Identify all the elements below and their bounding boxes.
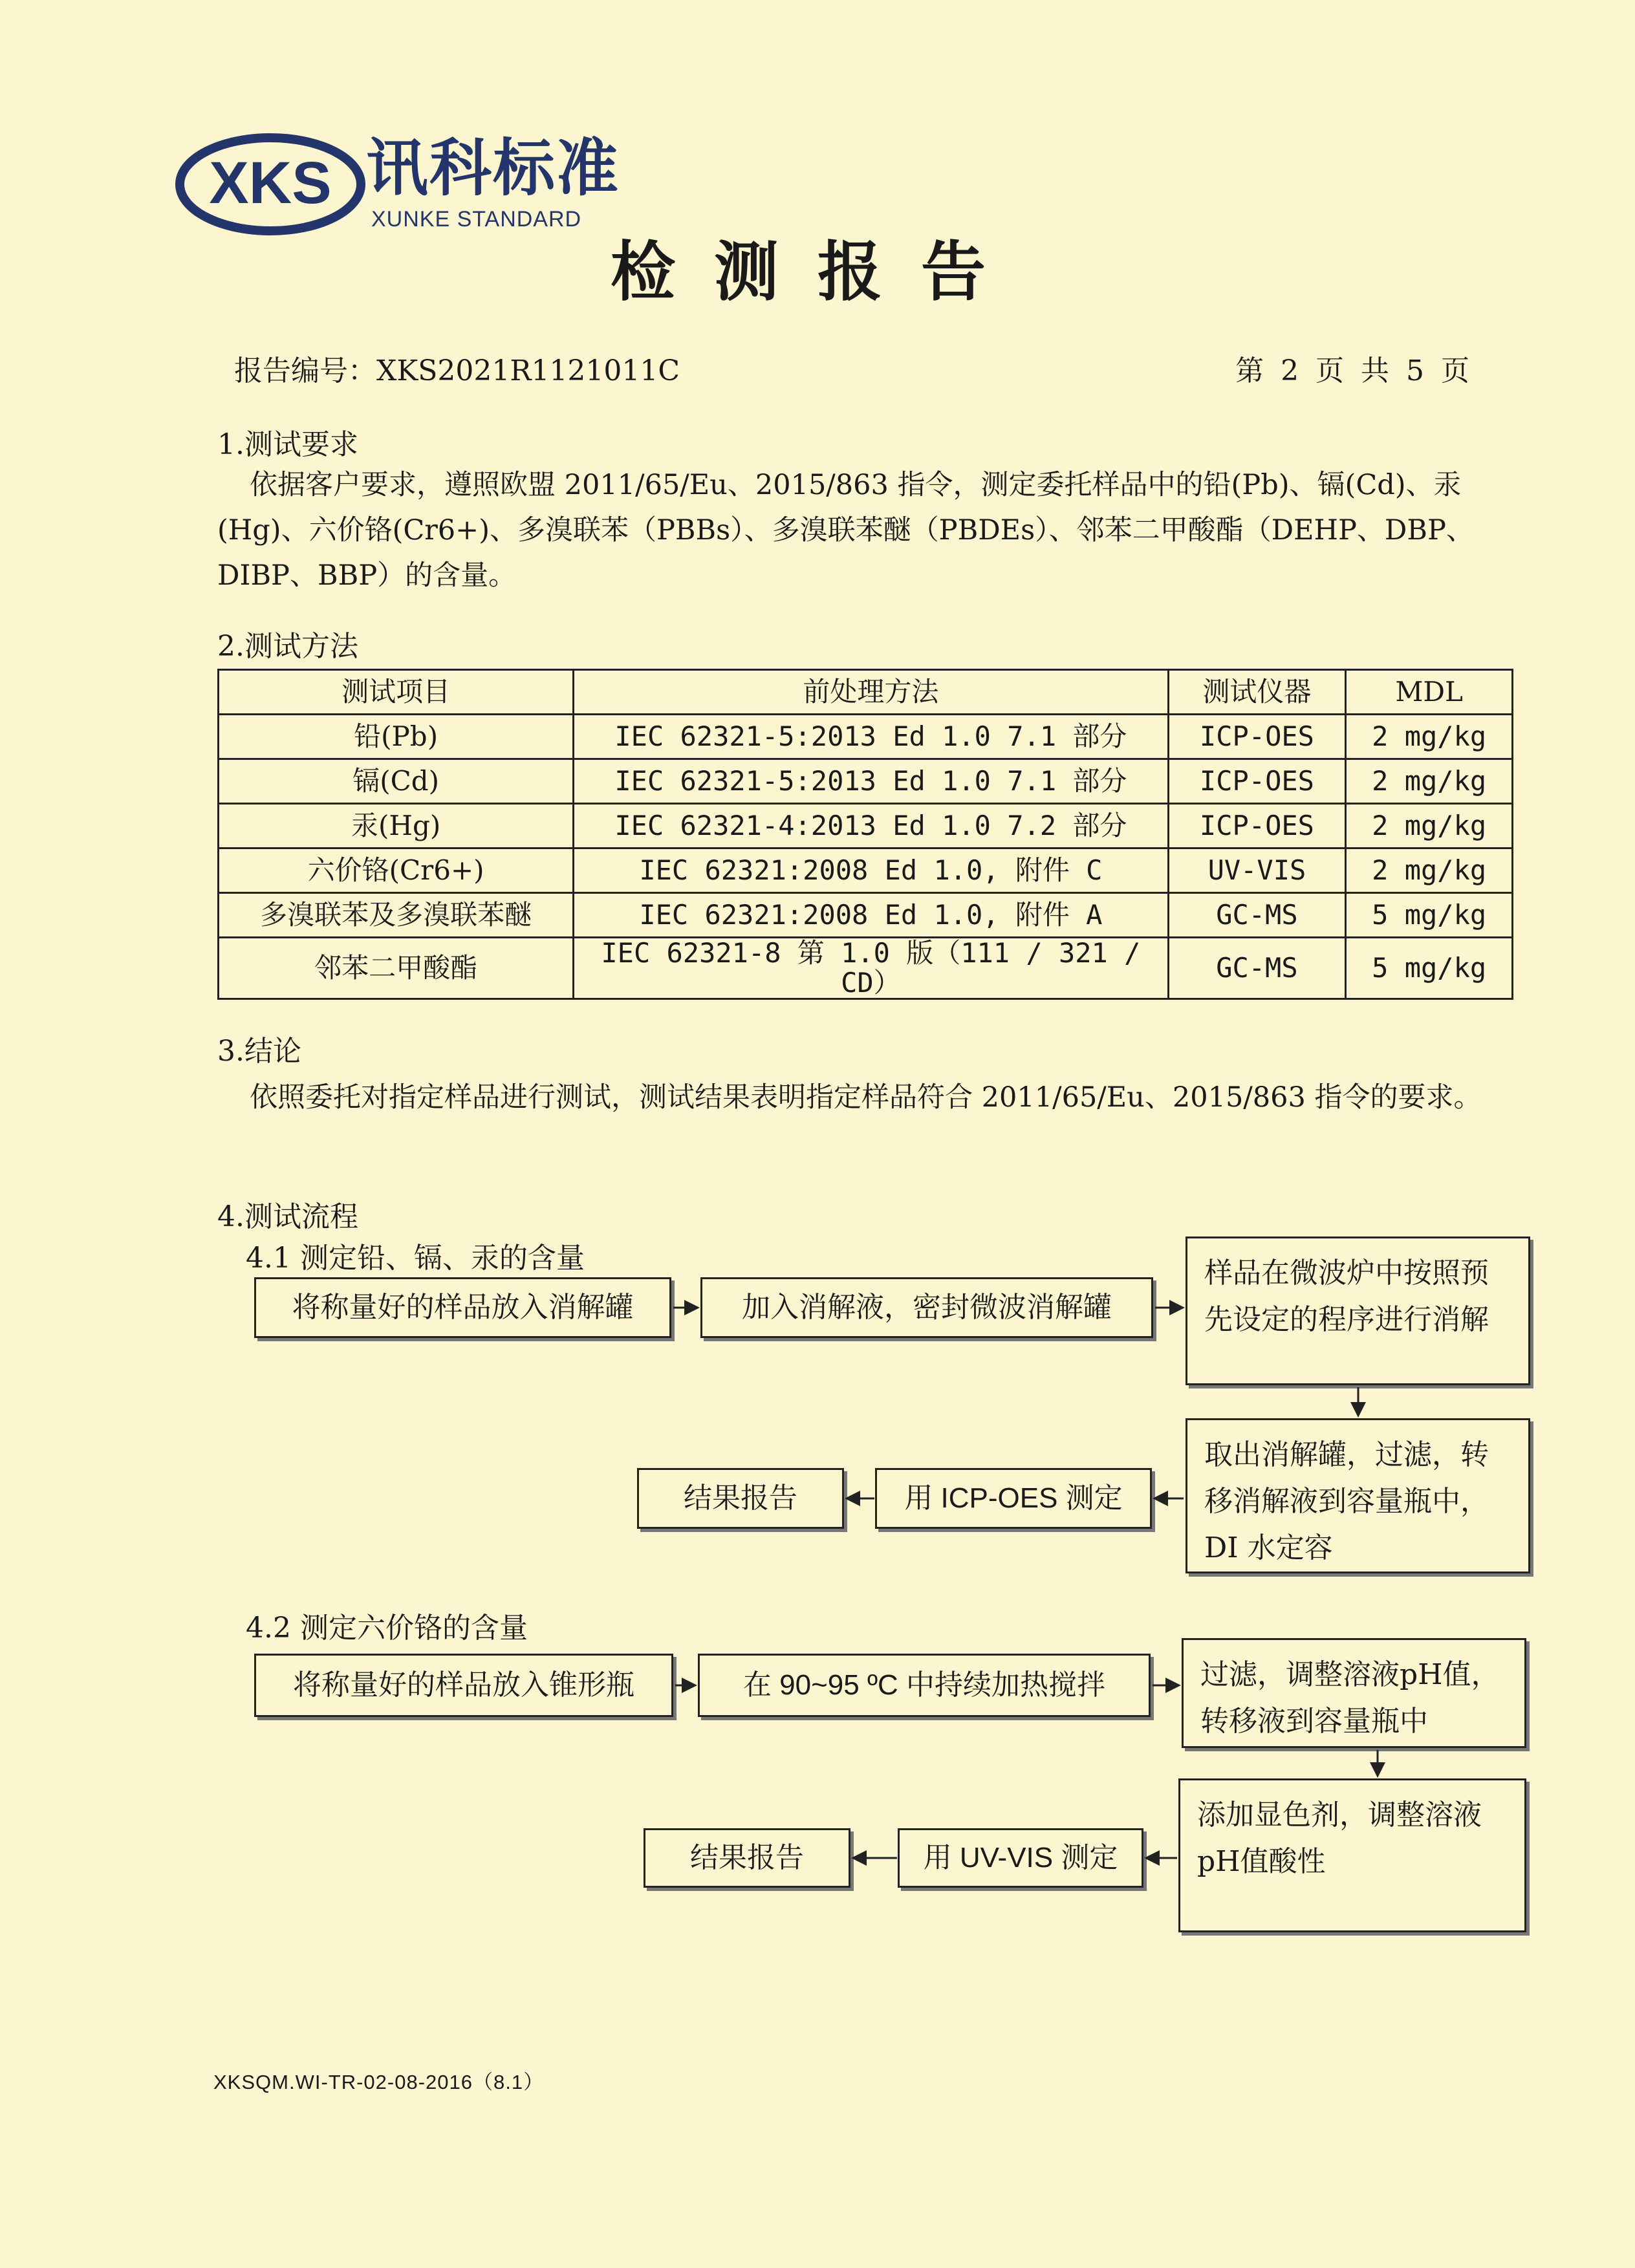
- report-number: 报告编号：XKS2021R1121011C: [234, 354, 680, 387]
- section3-body: 依照委托对指定样品进行测试，测试结果表明指定样品符合 2011/65/Eu、2015/863 指令的要求。: [250, 1081, 1482, 1114]
- section4-title: 4.测试流程: [217, 1200, 358, 1233]
- flow1-step-result-report: 结果报告: [637, 1468, 844, 1529]
- table-header: 前处理方法: [574, 670, 1168, 715]
- mdl-value: 2 mg/kg: [1346, 759, 1513, 804]
- flow1-step-add-solution: 加入消解液，密封微波消解罐: [700, 1277, 1153, 1338]
- test-item: 多溴联苯及多溴联苯醚: [219, 893, 574, 938]
- xks-logo-mark: [173, 123, 367, 246]
- section3-title: 3.结论: [217, 1035, 301, 1068]
- test-item: 邻苯二甲酸酯: [219, 938, 574, 999]
- pretreatment-method: IEC 62321:2008 Ed 1.0, 附件 A: [574, 893, 1168, 938]
- flow1-step-weigh-sample: 将称量好的样品放入消解罐: [254, 1277, 671, 1338]
- table-row: [219, 715, 1513, 759]
- instrument: UV-VIS: [1168, 848, 1346, 893]
- pretreatment-method: IEC 62321-8 第 1.0 版（111 / 321 / CD）: [574, 938, 1168, 999]
- mdl-value: 2 mg/kg: [1346, 848, 1513, 893]
- logo-english-name: XUNKE STANDARD: [371, 207, 582, 232]
- table-header: 测试仪器: [1168, 670, 1346, 715]
- table-row: [219, 759, 1513, 804]
- mdl-value: 2 mg/kg: [1346, 715, 1513, 759]
- flow2-step-add-reagent: 添加显色剂，调整溶液pH值酸性: [1178, 1778, 1526, 1932]
- pretreatment-method: IEC 62321-5:2013 Ed 1.0 7.1 部分: [574, 759, 1168, 804]
- document-form-code: XKSQM.WI-TR-02-08-2016（8.1）: [213, 2071, 545, 2093]
- instrument: GC-MS: [1168, 938, 1346, 999]
- section2-title: 2.测试方法: [217, 630, 358, 663]
- flow1-title: 4.1 测定铅、镉、汞的含量: [246, 1242, 585, 1275]
- test-item: 镉(Cd): [219, 759, 574, 804]
- instrument: ICP-OES: [1168, 804, 1346, 848]
- table-header: 测试项目: [219, 670, 574, 715]
- mdl-value: 5 mg/kg: [1346, 893, 1513, 938]
- table-row: [219, 848, 1513, 893]
- section1-title: 1.测试要求: [217, 428, 358, 461]
- flow2-step-weigh-sample: 将称量好的样品放入锥形瓶: [254, 1654, 673, 1717]
- test-item: 铅(Pb): [219, 715, 574, 759]
- flow2-title: 4.2 测定六价铬的含量: [246, 1612, 528, 1645]
- company-logo: [173, 123, 620, 246]
- page-number: 第 2 页 共 5 页: [1235, 354, 1473, 387]
- mdl-value: 2 mg/kg: [1346, 804, 1513, 848]
- table-header: MDL: [1346, 670, 1513, 715]
- flow1-step-icp-oes: 用 ICP-OES 测定: [875, 1468, 1152, 1529]
- mdl-value: 5 mg/kg: [1346, 938, 1513, 999]
- flow2-step-heat-stir: 在 90~95 ºC 中持续加热搅拌: [698, 1654, 1151, 1717]
- test-item: 汞(Hg): [219, 804, 574, 848]
- test-method-table: [217, 669, 1513, 1000]
- table-row: [219, 804, 1513, 848]
- pretreatment-method: IEC 62321-4:2013 Ed 1.0 7.2 部分: [574, 804, 1168, 848]
- table-row: [219, 893, 1513, 938]
- document-title: 检测报告: [611, 233, 1024, 310]
- logo-chinese-name: 讯科标准: [366, 132, 620, 204]
- instrument: ICP-OES: [1168, 759, 1346, 804]
- flow2-step-filter-ph: 过滤，调整溶液pH值，转移液到容量瓶中: [1182, 1638, 1526, 1748]
- table-row: [219, 938, 1513, 999]
- pretreatment-method: IEC 62321-5:2013 Ed 1.0 7.1 部分: [574, 715, 1168, 759]
- logo-mark-text: XKS: [209, 150, 332, 216]
- flow2-step-result-report: 结果报告: [644, 1828, 850, 1888]
- section1-body: 依据客户要求，遵照欧盟 2011/65/Eu、2015/863 指令，测定委托样品中的铅(Pb)、镉(Cd)、汞(Hg)、六价铬(Cr6+)、多溴联苯（PBBs）、多溴联苯醚（PBDEs）、邻苯二甲酸酯（DEHP、DBP、DIBP、BBP）的含量。: [217, 469, 1474, 592]
- flow1-step-microwave-digest: 样品在微波炉中按照预先设定的程序进行消解: [1186, 1237, 1530, 1385]
- flow2-step-uv-vis: 用 UV-VIS 测定: [898, 1828, 1143, 1888]
- test-item: 六价铬(Cr6+): [219, 848, 574, 893]
- flow1-step-filter-transfer: 取出消解罐，过滤，转移消解液到容量瓶中，DI 水定容: [1186, 1418, 1530, 1573]
- table-header-row: [219, 670, 1513, 715]
- pretreatment-method: IEC 62321:2008 Ed 1.0, 附件 C: [574, 848, 1168, 893]
- instrument: ICP-OES: [1168, 715, 1346, 759]
- instrument: GC-MS: [1168, 893, 1346, 938]
